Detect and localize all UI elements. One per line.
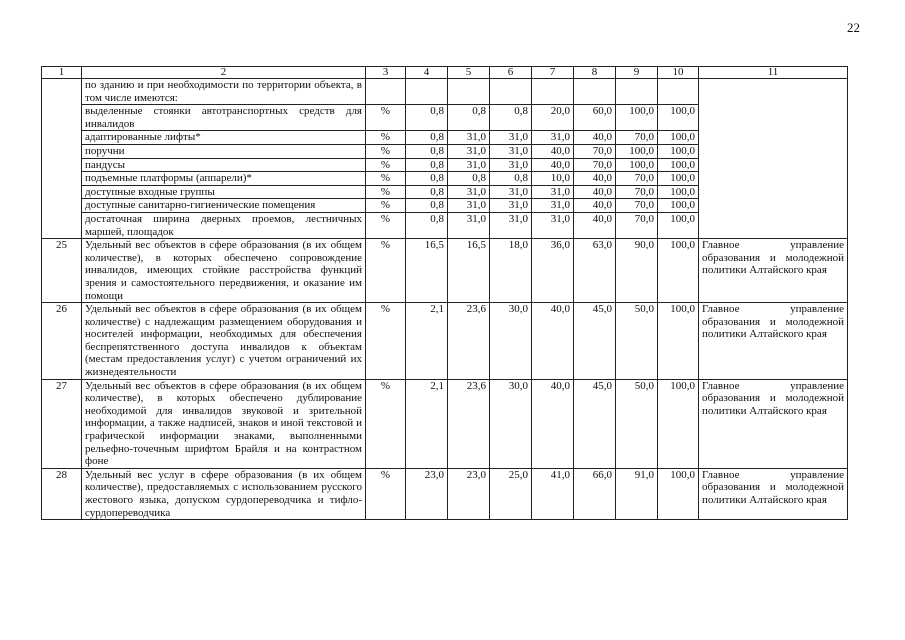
empty-cell <box>658 79 699 105</box>
unit-cell: % <box>366 468 406 519</box>
value-cell: 40,0 <box>574 131 616 145</box>
value-cell: 16,5 <box>406 239 448 303</box>
value-cell: 70,0 <box>574 144 616 158</box>
indicator-description: Удельный вес услуг в сфере образования (в их общем количестве), предоставляемых с использованием русского жестового языка, допуском сурдопереводчика и тифло-сурдопереводчика <box>82 468 366 519</box>
value-cell: 90,0 <box>616 239 658 303</box>
value-cell: 10,0 <box>532 172 574 186</box>
column-header-11: 11 <box>699 67 848 79</box>
value-cell: 100,0 <box>658 212 699 238</box>
value-cell: 100,0 <box>658 105 699 131</box>
value-cell: 0,8 <box>448 172 490 186</box>
value-cell: 91,0 <box>616 468 658 519</box>
value-cell: 0,8 <box>406 144 448 158</box>
empty-cell <box>574 79 616 105</box>
empty-cell <box>616 79 658 105</box>
value-cell: 31,0 <box>448 131 490 145</box>
value-cell: 31,0 <box>532 199 574 213</box>
row-num-cell <box>42 79 82 105</box>
value-cell: 2,1 <box>406 379 448 468</box>
sub-indicator-label: пандусы <box>82 158 366 172</box>
unit-cell: % <box>366 239 406 303</box>
value-cell: 0,8 <box>406 185 448 199</box>
value-cell: 100,0 <box>658 144 699 158</box>
responsible-executor: Главное управление образования и молодежной политики Алтайского края <box>699 239 848 303</box>
row-num-cell <box>42 158 82 172</box>
table-row <box>42 239 848 303</box>
value-cell: 31,0 <box>490 144 532 158</box>
indicator-description: Удельный вес объектов в сфере образования (в их общем количестве), в которых обеспечено сопровождение инвалидов, имеющих стойкие расстройства функций зрения и самостоятельного передвижения, и оказание им помощи <box>82 239 366 303</box>
column-header-row <box>42 67 848 79</box>
value-cell: 18,0 <box>490 239 532 303</box>
value-cell: 0,8 <box>406 199 448 213</box>
value-cell: 31,0 <box>490 199 532 213</box>
table-row <box>42 468 848 519</box>
value-cell: 31,0 <box>448 158 490 172</box>
value-cell: 100,0 <box>658 303 699 380</box>
value-cell: 20,0 <box>532 105 574 131</box>
value-cell: 100,0 <box>658 468 699 519</box>
value-cell: 31,0 <box>448 212 490 238</box>
value-cell: 63,0 <box>574 239 616 303</box>
value-cell: 40,0 <box>532 303 574 380</box>
value-cell: 40,0 <box>532 144 574 158</box>
value-cell: 66,0 <box>574 468 616 519</box>
value-cell: 100,0 <box>658 185 699 199</box>
page-number: 22 <box>847 20 860 35</box>
column-header-9: 9 <box>616 67 658 79</box>
value-cell: 40,0 <box>532 158 574 172</box>
value-cell: 30,0 <box>490 379 532 468</box>
value-cell: 50,0 <box>616 303 658 380</box>
value-cell: 31,0 <box>448 144 490 158</box>
responsible-cell <box>699 79 848 239</box>
unit-cell: % <box>366 199 406 213</box>
responsible-executor: Главное управление образования и молодежной политики Алтайского края <box>699 379 848 468</box>
row-number: 26 <box>42 303 82 380</box>
column-header-3: 3 <box>366 67 406 79</box>
value-cell: 45,0 <box>574 379 616 468</box>
sub-indicator-label: доступные санитарно-гигиенические помещения <box>82 199 366 213</box>
indicators-table <box>41 66 848 520</box>
unit-cell: % <box>366 105 406 131</box>
sub-indicator-label: подъемные платформы (аппарели)* <box>82 172 366 186</box>
value-cell: 31,0 <box>490 212 532 238</box>
value-cell: 100,0 <box>616 105 658 131</box>
sub-indicator-label: доступные входные группы <box>82 185 366 199</box>
value-cell: 41,0 <box>532 468 574 519</box>
unit-cell: % <box>366 158 406 172</box>
value-cell: 70,0 <box>616 199 658 213</box>
value-cell: 23,0 <box>406 468 448 519</box>
value-cell: 31,0 <box>532 185 574 199</box>
responsible-executor: Главное управление образования и молодежной политики Алтайского края <box>699 468 848 519</box>
sub-indicator-label: адаптированные лифты* <box>82 131 366 145</box>
sub-indicator-label: выделенные стоянки автотранспортных средств для инвалидов <box>82 105 366 131</box>
value-cell: 45,0 <box>574 303 616 380</box>
value-cell: 60,0 <box>574 105 616 131</box>
value-cell: 30,0 <box>490 303 532 380</box>
row-num-cell <box>42 144 82 158</box>
table-row <box>42 379 848 468</box>
value-cell: 0,8 <box>406 212 448 238</box>
row-number: 28 <box>42 468 82 519</box>
value-cell: 31,0 <box>532 131 574 145</box>
value-cell: 0,8 <box>448 105 490 131</box>
row-num-cell <box>42 212 82 238</box>
value-cell: 100,0 <box>616 158 658 172</box>
row-number: 27 <box>42 379 82 468</box>
empty-cell <box>366 79 406 105</box>
value-cell: 100,0 <box>658 131 699 145</box>
intro-description: по зданию и при необходимости по территории объекта, в том числе имеются: <box>82 79 366 105</box>
value-cell: 40,0 <box>574 185 616 199</box>
row-num-cell <box>42 185 82 199</box>
row-num-cell <box>42 199 82 213</box>
row-num-cell <box>42 131 82 145</box>
value-cell: 70,0 <box>616 212 658 238</box>
value-cell: 23,0 <box>448 468 490 519</box>
column-header-5: 5 <box>448 67 490 79</box>
responsible-executor: Главное управление образования и молодежной политики Алтайского края <box>699 303 848 380</box>
value-cell: 36,0 <box>532 239 574 303</box>
row-number: 25 <box>42 239 82 303</box>
row-num-cell <box>42 105 82 131</box>
value-cell: 0,8 <box>406 105 448 131</box>
column-header-8: 8 <box>574 67 616 79</box>
unit-cell: % <box>366 212 406 238</box>
value-cell: 100,0 <box>658 158 699 172</box>
unit-cell: % <box>366 379 406 468</box>
value-cell: 70,0 <box>616 131 658 145</box>
sub-indicator-label: достаточная ширина дверных проемов, лестничных маршей, площадок <box>82 212 366 238</box>
unit-cell: % <box>366 131 406 145</box>
value-cell: 100,0 <box>658 379 699 468</box>
value-cell: 70,0 <box>574 158 616 172</box>
value-cell: 40,0 <box>574 199 616 213</box>
empty-cell <box>448 79 490 105</box>
value-cell: 40,0 <box>574 212 616 238</box>
value-cell: 25,0 <box>490 468 532 519</box>
value-cell: 2,1 <box>406 303 448 380</box>
unit-cell: % <box>366 303 406 380</box>
column-header-1: 1 <box>42 67 82 79</box>
value-cell: 31,0 <box>490 131 532 145</box>
column-header-4: 4 <box>406 67 448 79</box>
value-cell: 0,8 <box>490 105 532 131</box>
value-cell: 31,0 <box>490 158 532 172</box>
value-cell: 23,6 <box>448 303 490 380</box>
value-cell: 0,8 <box>490 172 532 186</box>
table-row <box>42 303 848 380</box>
unit-cell: % <box>366 185 406 199</box>
value-cell: 50,0 <box>616 379 658 468</box>
column-header-10: 10 <box>658 67 699 79</box>
value-cell: 31,0 <box>532 212 574 238</box>
value-cell: 23,6 <box>448 379 490 468</box>
value-cell: 100,0 <box>658 199 699 213</box>
value-cell: 0,8 <box>406 172 448 186</box>
value-cell: 100,0 <box>616 144 658 158</box>
value-cell: 31,0 <box>448 199 490 213</box>
value-cell: 16,5 <box>448 239 490 303</box>
value-cell: 70,0 <box>616 185 658 199</box>
row-num-cell <box>42 172 82 186</box>
value-cell: 100,0 <box>658 172 699 186</box>
value-cell: 0,8 <box>406 158 448 172</box>
empty-cell <box>490 79 532 105</box>
value-cell: 100,0 <box>658 239 699 303</box>
unit-cell: % <box>366 144 406 158</box>
column-header-2: 2 <box>82 67 366 79</box>
column-header-6: 6 <box>490 67 532 79</box>
value-cell: 0,8 <box>406 131 448 145</box>
value-cell: 31,0 <box>448 185 490 199</box>
indicator-description: Удельный вес объектов в сфере образования (в их общем количестве), в которых обеспечено дублирование необходимой для инвалидов звуковой и зрительной информации, а также надписей, знаков и иной текстовой и графической информации знаками, выполненными рельефно-точечным шрифтом Брайля и на контрастном фоне <box>82 379 366 468</box>
column-header-7: 7 <box>532 67 574 79</box>
value-cell: 70,0 <box>616 172 658 186</box>
value-cell: 40,0 <box>532 379 574 468</box>
value-cell: 40,0 <box>574 172 616 186</box>
intro-row <box>42 79 848 105</box>
value-cell: 31,0 <box>490 185 532 199</box>
empty-cell <box>532 79 574 105</box>
unit-cell: % <box>366 172 406 186</box>
empty-cell <box>406 79 448 105</box>
indicator-description: Удельный вес объектов в сфере образования (в их общем количестве) с надлежащим размещением оборудования и носителей информации, необходимых для обеспечения беспрепятственного доступа инвалидов к объектам (местам предоставления услуг) с учетом ограничений их жизнедеятельности <box>82 303 366 380</box>
sub-indicator-label: поручни <box>82 144 366 158</box>
